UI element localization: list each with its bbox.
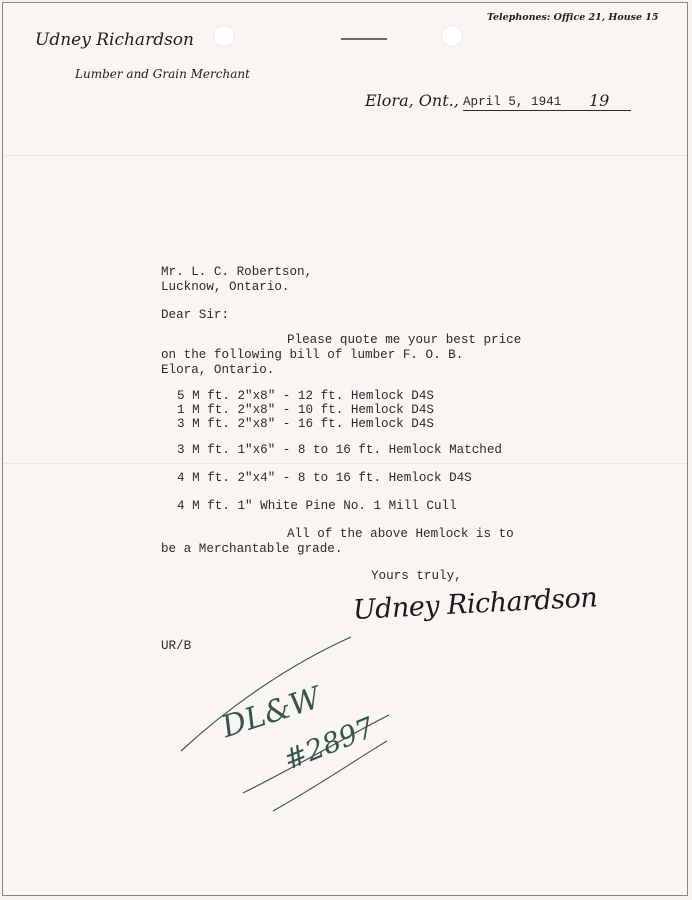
closing-line: All of the above Hemlock is to	[287, 527, 514, 541]
typist-initials: UR/B	[161, 639, 192, 653]
date-year-suffix: 19	[583, 91, 631, 111]
lumber-item: 3 M ft. 1"x6" - 8 to 16 ft. Hemlock Matched	[177, 443, 502, 457]
letterhead-tagline: Lumber and Grain Merchant	[75, 67, 250, 81]
recipient-name: Mr. L. C. Robertson,	[161, 265, 313, 279]
handwritten-note: #2897	[278, 710, 380, 777]
letterhead-place: Elora, Ont.,	[365, 91, 459, 110]
closing: Yours truly,	[371, 569, 462, 583]
salutation: Dear Sir:	[161, 308, 230, 322]
closing-line: be a Merchantable grade.	[161, 542, 343, 556]
letterhead-telephones: Telephones: Office 21, House 15	[487, 12, 659, 23]
recipient-city: Lucknow, Ontario.	[161, 280, 290, 294]
body-line: on the following bill of lumber F. O. B.	[161, 348, 464, 362]
handwritten-note: DL&W	[217, 680, 325, 746]
signature: Udney Richardson	[352, 582, 598, 626]
letterhead-name: Udney Richardson	[35, 30, 194, 50]
lumber-item: 4 M ft. 1" White Pine No. 1 Mill Cull	[177, 499, 457, 513]
pencil-strokes	[3, 3, 688, 896]
letter-date: April 5, 1941	[463, 95, 583, 111]
lumber-item: 5 M ft. 2"x8" - 12 ft. Hemlock D4S	[177, 389, 434, 403]
body-line: Elora, Ontario.	[161, 363, 275, 377]
body-line: Please quote me your best price	[287, 333, 522, 347]
lumber-item: 1 M ft. 2"x8" - 10 ft. Hemlock D4S	[177, 403, 434, 417]
letter-page	[2, 2, 688, 896]
lumber-item: 4 M ft. 2"x4" - 8 to 16 ft. Hemlock D4S	[177, 471, 472, 485]
lumber-item: 3 M ft. 2"x8" - 16 ft. Hemlock D4S	[177, 417, 434, 431]
